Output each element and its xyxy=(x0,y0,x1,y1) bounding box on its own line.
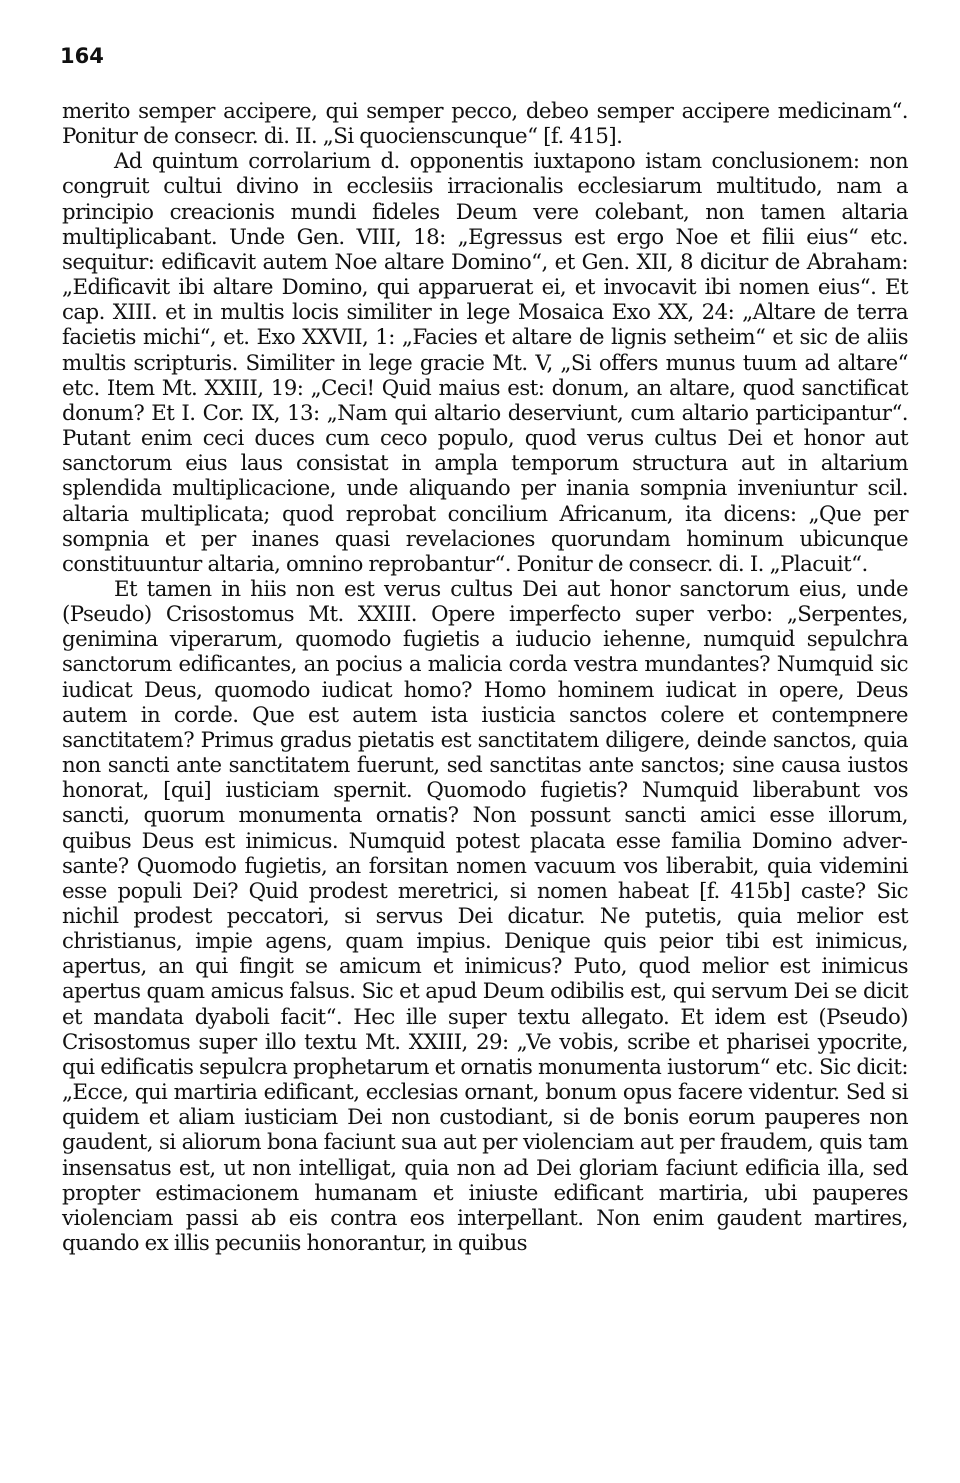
page-number: 164 xyxy=(60,44,104,68)
paragraph: Ad quintum corrolarium d. opponentis iuxtapono istam conclusionem: non congruit cultui divino in ecclesiis irracionalis ecclesiarum multitudo, nam a principio creacionis mundi fideles Deum vere colebant, non tamen altaria multiplicabant. Unde Gen. VIII, 18: „Egressus est ergo Noe et filii eius“ etc. sequitur: edificavit autem Noe altare Domino“, et Gen. XII, 8 dicitur de Abraham: „Edificavit ibi altare Domino, qui apparuerat ei, et invocavit ibi nomen eius“. Et cap. XIII. et in multis locis similiter in lege Mosaica Exo XX, 24: „Altare de terra facietis michi“, et. Exo XXVII, 1: „Facies et altare de lignis setheim“ et sic de aliis multis scripturis. Similiter in lege gracie Mt. V, „Si offers munus tuum ad altare“ etc. Item Mt. XXIII, 19: „Ceci! Quid maius est: donum, an altare, quod sanctificat donum? Et I. Cor. IX, 13: „Nam qui altario deserviunt, cum altario participantur“. Putant enim ceci duces cum ceco populo, quod verus cultus Dei et honor aut sanctorum eius laus consistat in ampla temporum structura aut in altarium splendida multiplicacione, unde aliquando per inania sompnia inveniuntur scil. altaria multiplicata; quod reprobat concilium Africanum, ita dicens: „Que per sompnia et per inanes quasi revelaciones quorundam hominum ubicunque constituuntur altaria, omnino reprobantur“. Ponitur de consecr. di. I. „Placuit“. xyxy=(62,149,908,577)
body-text xyxy=(62,99,908,1256)
paragraph: Et tamen in hiis non est verus cultus Dei aut honor sanctorum eius, unde (Pseudo) Crisostomus Mt. XXIII. Opere imperfecto super verbo: „Serpentes, genimina viperarum, quomodo fugietis a iuducio iehenne, numquid sepulchra sanctorum edificantes, an pocius a malicia corda vestra mundantes? Numquid sic iudicat Deus, quomodo iudicat homo? Homo hominem iudicat in opere, Deus autem in corde. Que est autem ista iusticia sanctos colere et contempnere sanctitatem? Primus gradus pietatis est sanctitatem diligere, deinde sanctos, quia non sancti ante sanctitatem fuerunt, sed sanctitas ante sanctos; sine causa iustos honorat, [qui] iusticiam spernit. Quomodo fugietis? Numquid liberabunt vos sancti, quorum monumenta ornatis? Non possunt sancti amici esse illorum, quibus Deus est inimicus. Numquid potest placata esse familia Domino adversante? Quomodo fugietis, an forsitan nomen vacuum vos liberabit, quia videmini esse populi Dei? Quid prodest meretrici, si nomen habeat [f. 415b] caste? Sic nichil prodest peccatori, si servus Dei dicatur. Ne putetis, quia melior est christianus, impie agens, quam impius. Denique quis peior tibi est inimicus, apertus, an qui fingit se amicum et inimicus? Puto, quod melior est inimicus apertus quam amicus falsus. Sic et apud Deum odibilis est, qui servum Dei se dicit et mandata dyaboli facit“. Hec ille super textu allegato. Et idem est (Pseudo) Crisostomus super illo textu Mt. XXIII, 29: „Ve vobis, scribe et pharisei ypocrite, qui edificatis sepulcra prophetarum et ornatis monumenta iustorum“ etc. Sic dicit: „Ecce, qui martiria edificant, ecclesias ornant, bonum opus facere videntur. Sed si quidem et aliam iusticiam Dei non custodiant, si de bonis eorum pauperes non gaudent, si aliorum bona faciunt sua aut per violenciam aut per fraudem, quis tam insensatus est, ut non intelligat, quia non ad Dei gloriam faciunt edificia illa, sed propter estimacionem humanam et iniuste edificant martiria, ubi pauperes violenciam passi ab eis contra eos interpellant. Non enim gaudent martires, quando ex illis pecuniis honorantur, in quibus xyxy=(62,576,908,1257)
paragraph: merito semper accipere, qui semper pecco, debeo semper accipere medicinam“. Ponitur de consecr. di. II. „Si quocienscunque“ [f. 415]. xyxy=(62,99,908,150)
